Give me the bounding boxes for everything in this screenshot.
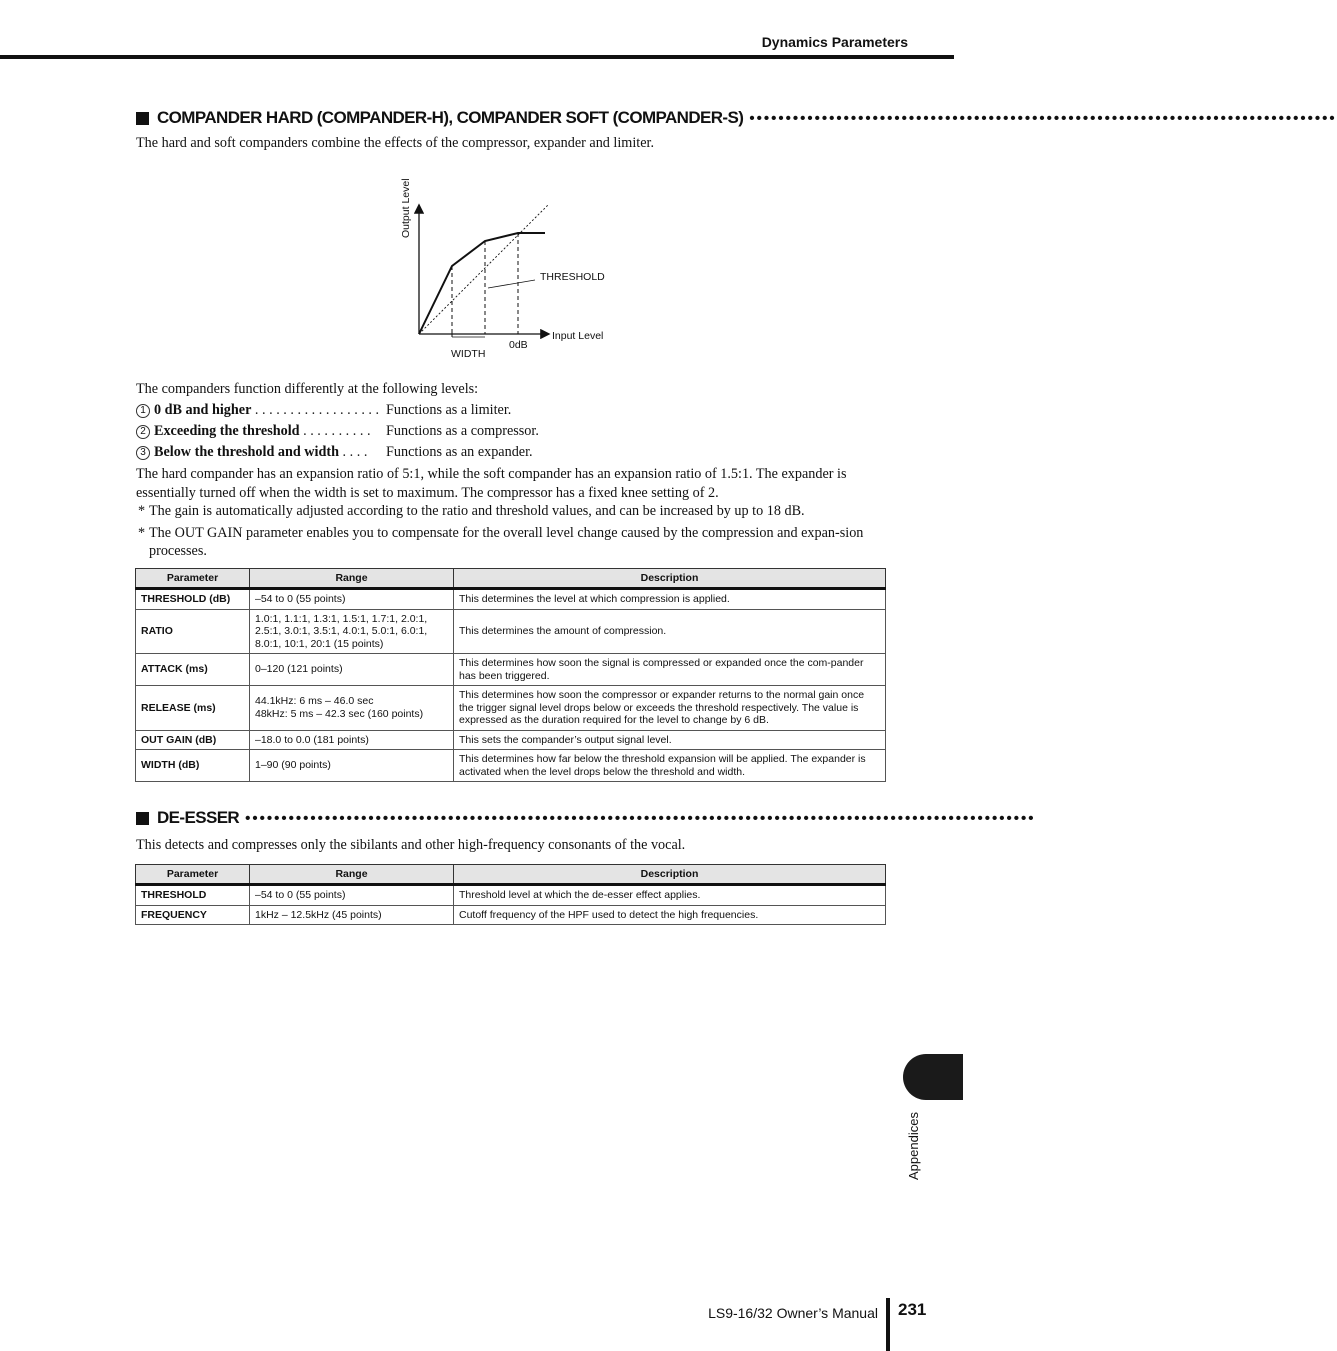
section-square-icon [136,812,149,825]
column-header: Range [250,569,454,589]
footnote-text: The gain is automatically adjusted according to the ratio and threshold values, and can be increased by up to 18 dB. [149,503,805,519]
compander-parameter-table [135,568,886,782]
table-row [136,654,886,686]
levels-intro: The companders function differently at the following levels: [136,381,479,397]
chapter-tab[interactable] [903,1054,963,1100]
manual-title: LS9-16/32 Owner’s Manual [708,1305,878,1321]
param-cell: FREQUENCY [136,905,250,925]
circled-number: 2 [136,425,150,439]
param-cell: ATTACK (ms) [136,654,250,686]
footnote: * The OUT GAIN parameter enables you to compensate for the overall level change caused by the compression and expan-sion processes. [138,524,886,560]
page-number: 231 [898,1300,927,1319]
unity-diagonal [419,204,549,334]
ratio-paragraph: The hard compander has an expansion ratio of 5:1, while the soft compander has an expansion ratio of 1.5:1. The expander is essentially turned off when the width is set to maximum. The compressor has a fixed knee setting of 2. [136,466,847,501]
deesser-parameter-table [135,864,886,925]
description-cell: Cutoff frequency of the HPF used to detect the high frequencies. [454,905,886,925]
running-header: Dynamics Parameters [761,34,908,50]
column-header: Description [454,865,886,885]
table-row [136,905,886,925]
column-header: Parameter [136,865,250,885]
threshold-leader-line [488,280,535,288]
chapter-tab-label: Appendices [906,1112,921,1180]
section-square-icon [136,112,149,125]
column-header: Range [250,865,454,885]
column-header: Parameter [136,569,250,589]
param-cell: WIDTH (dB) [136,750,250,782]
page-number-bar [886,1298,890,1351]
range-cell: –54 to 0 (55 points) [250,885,454,906]
leader-dots: . . . . [339,444,368,460]
description-cell: This determines the level at which compression is applied. [454,589,886,610]
level-result: Functions as an expander. [386,444,533,460]
table-row [136,686,886,731]
table-row [136,885,886,906]
footnote: * The gain is automatically adjusted according to the ratio and threshold values, and can be increased by up to 18 dB. [138,502,886,520]
level-result: Functions as a limiter. [386,402,512,418]
table-row [136,609,886,654]
x-axis-label: Input Level [552,330,604,342]
level-item [136,401,512,420]
zero-db-label: 0dB [509,339,528,351]
header-rule [0,55,954,59]
circled-number: 3 [136,446,150,460]
y-axis-label: Output Level [400,178,412,238]
description-cell: This determines how soon the compressor or expander returns to the normal gain once the trigger signal level drops below or exceeds the threshold respectively. The value is expressed as the duration required for the level to change by 6 dB. [454,686,886,731]
width-label: WIDTH [451,348,486,360]
title-leader-dots: ••••••••••••••••••••••••••••••••••••••••••••••••••••••••••••••••••••••••••••••••••••••••••••••••••••••••••••• [245,809,1036,827]
table-header-row [136,569,886,589]
description-cell: This determines the amount of compression. [454,609,886,654]
compander-section-title [136,108,1337,128]
level-name: Below the threshold and width [154,444,339,460]
deesser-title-text: DE-ESSER [157,808,240,827]
description-cell: This determines how soon the signal is compressed or expanded once the com-pander has been triggered. [454,654,886,686]
circled-number: 1 [136,404,150,418]
table-header-row [136,865,886,885]
param-cell: OUT GAIN (dB) [136,730,250,750]
table-row [136,750,886,782]
deesser-section-title [136,808,1036,828]
table-row [136,730,886,750]
table-row [136,589,886,610]
leader-dots: . . . . . . . . . . [299,423,371,439]
deesser-intro: This detects and compresses only the sibilants and other high-frequency consonants of the vocal. [136,837,686,853]
level-item [136,422,539,441]
param-cell: RELEASE (ms) [136,686,250,731]
level-name: 0 dB and higher [154,402,252,418]
param-cell: THRESHOLD [136,885,250,906]
level-item [136,443,533,462]
range-cell: 1kHz – 12.5kHz (45 points) [250,905,454,925]
range-cell: 1–90 (90 points) [250,750,454,782]
compander-title-text: COMPANDER HARD (COMPANDER-H), COMPANDER SOFT (COMPANDER-S) [157,108,744,127]
description-cell: Threshold level at which the de-esser effect applies. [454,885,886,906]
level-result: Functions as a compressor. [386,423,539,439]
column-header: Description [454,569,886,589]
description-cell: This determines how far below the threshold expansion will be applied. The expander is activated when the level drops below the threshold and width. [454,750,886,782]
param-cell: RATIO [136,609,250,654]
compander-intro: The hard and soft companders combine the effects of the compressor, expander and limiter. [136,135,655,151]
range-cell: 0–120 (121 points) [250,654,454,686]
param-cell: THRESHOLD (dB) [136,589,250,610]
level-name: Exceeding the threshold [154,423,300,439]
range-cell: 1.0:1, 1.1:1, 1.3:1, 1.5:1, 1.7:1, 2.0:1, 2.5:1, 3.0:1, 3.5:1, 4.0:1, 5.0:1, 6.0:1, 8.0:1, 10:1, 20:1 (15 points) [250,609,454,654]
threshold-label: THRESHOLD [540,271,605,283]
compander-diagram [395,172,625,367]
footnote-text: The OUT GAIN parameter enables you to compensate for the overall level change caused by the compression and expan-sion processes. [149,525,864,559]
transfer-curve [419,233,545,334]
range-cell: 44.1kHz: 6 ms – 46.0 sec 48kHz: 5 ms – 42.3 sec (160 points) [250,686,454,731]
leader-dots: . . . . . . . . . . . . . . . . . . [251,402,380,418]
title-leader-dots: ••••••••••••••••••••••••••••••••••••••••••••••••••••••••••••••••••••••••••••••••• [749,109,1337,127]
description-cell: This sets the compander’s output signal level. [454,730,886,750]
range-cell: –54 to 0 (55 points) [250,589,454,610]
range-cell: –18.0 to 0.0 (181 points) [250,730,454,750]
